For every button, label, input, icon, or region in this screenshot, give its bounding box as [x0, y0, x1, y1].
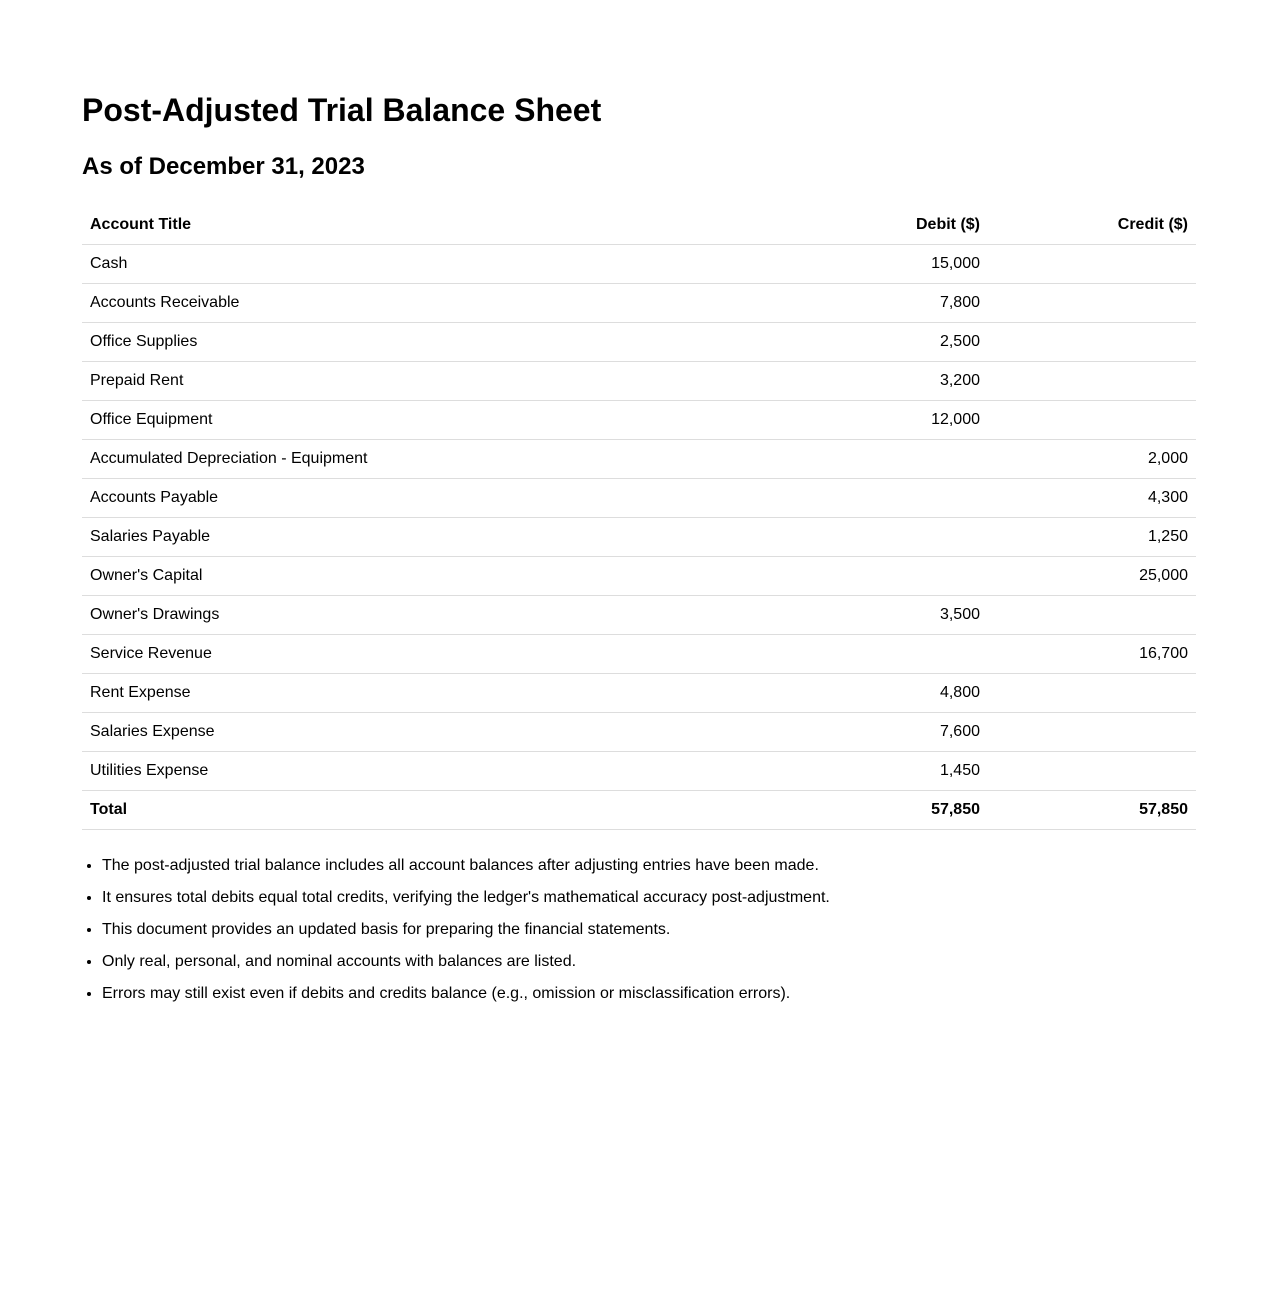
page-subtitle: As of December 31, 2023 — [82, 153, 365, 180]
table-row — [82, 713, 1196, 752]
credit-cell — [988, 401, 1196, 440]
account-title-cell: Accumulated Depreciation - Equipment — [82, 440, 780, 479]
debit-cell: 1,450 — [780, 752, 988, 791]
debit-cell — [780, 479, 988, 518]
note-item: • It ensures total debits equal total credits, verifying the ledger's mathematical accuracy post-adjustment. — [102, 888, 1196, 908]
table-row — [82, 635, 1196, 674]
credit-cell — [988, 596, 1196, 635]
credit-cell — [988, 752, 1196, 791]
table-row — [82, 245, 1196, 284]
credit-cell: 2,000 — [988, 440, 1196, 479]
page-title: Post-Adjusted Trial Balance Sheet — [82, 92, 602, 128]
debit-cell: 7,800 — [780, 284, 988, 323]
header-credit: Credit ($) — [988, 206, 1196, 245]
total-row — [82, 791, 1196, 830]
account-title-cell: Cash — [82, 245, 780, 284]
credit-cell — [988, 713, 1196, 752]
account-title-cell: Salaries Expense — [82, 713, 780, 752]
table-row — [82, 401, 1196, 440]
debit-cell — [780, 557, 988, 596]
account-title-cell: Accounts Payable — [82, 479, 780, 518]
debit-cell — [780, 440, 988, 479]
total-debit: 57,850 — [780, 791, 988, 830]
credit-cell: 1,250 — [988, 518, 1196, 557]
debit-cell: 4,800 — [780, 674, 988, 713]
debit-cell — [780, 518, 988, 557]
debit-cell: 2,500 — [780, 323, 988, 362]
table-header-row — [82, 206, 1196, 245]
account-title-cell: Owner's Capital — [82, 557, 780, 596]
note-item: • Only real, personal, and nominal accounts with balances are listed. — [102, 952, 1196, 972]
debit-cell: 3,200 — [780, 362, 988, 401]
table-row — [82, 518, 1196, 557]
trial-balance-table — [82, 206, 1196, 830]
account-title-cell: Salaries Payable — [82, 518, 780, 557]
total-credit: 57,850 — [988, 791, 1196, 830]
notes-list — [82, 856, 1196, 1004]
account-title-cell: Utilities Expense — [82, 752, 780, 791]
debit-cell: 12,000 — [780, 401, 988, 440]
credit-cell: 4,300 — [988, 479, 1196, 518]
table-row — [82, 557, 1196, 596]
account-title-cell: Rent Expense — [82, 674, 780, 713]
header-account-title: Account Title — [82, 206, 780, 245]
credit-cell — [988, 245, 1196, 284]
account-title-cell: Service Revenue — [82, 635, 780, 674]
debit-cell: 15,000 — [780, 245, 988, 284]
note-item: • This document provides an updated basis for preparing the financial statements. — [102, 920, 1196, 940]
debit-cell — [780, 635, 988, 674]
account-title-cell: Office Supplies — [82, 323, 780, 362]
total-label: Total — [82, 791, 780, 830]
debit-cell: 3,500 — [780, 596, 988, 635]
table-row — [82, 479, 1196, 518]
header-debit: Debit ($) — [780, 206, 988, 245]
table-row — [82, 323, 1196, 362]
credit-cell — [988, 362, 1196, 401]
credit-cell — [988, 323, 1196, 362]
account-title-cell: Office Equipment — [82, 401, 780, 440]
table-row — [82, 596, 1196, 635]
credit-cell: 16,700 — [988, 635, 1196, 674]
account-title-cell: Owner's Drawings — [82, 596, 780, 635]
account-title-cell: Accounts Receivable — [82, 284, 780, 323]
table-row — [82, 362, 1196, 401]
account-title-cell: Prepaid Rent — [82, 362, 780, 401]
table-row — [82, 284, 1196, 323]
credit-cell: 25,000 — [988, 557, 1196, 596]
debit-cell: 7,600 — [780, 713, 988, 752]
table-row — [82, 674, 1196, 713]
table-row — [82, 440, 1196, 479]
table-row — [82, 752, 1196, 791]
credit-cell — [988, 284, 1196, 323]
note-item: • The post-adjusted trial balance includes all account balances after adjusting entries have been made. — [102, 856, 1196, 876]
credit-cell — [988, 674, 1196, 713]
note-item: • Errors may still exist even if debits and credits balance (e.g., omission or misclassification errors). — [102, 984, 1196, 1004]
